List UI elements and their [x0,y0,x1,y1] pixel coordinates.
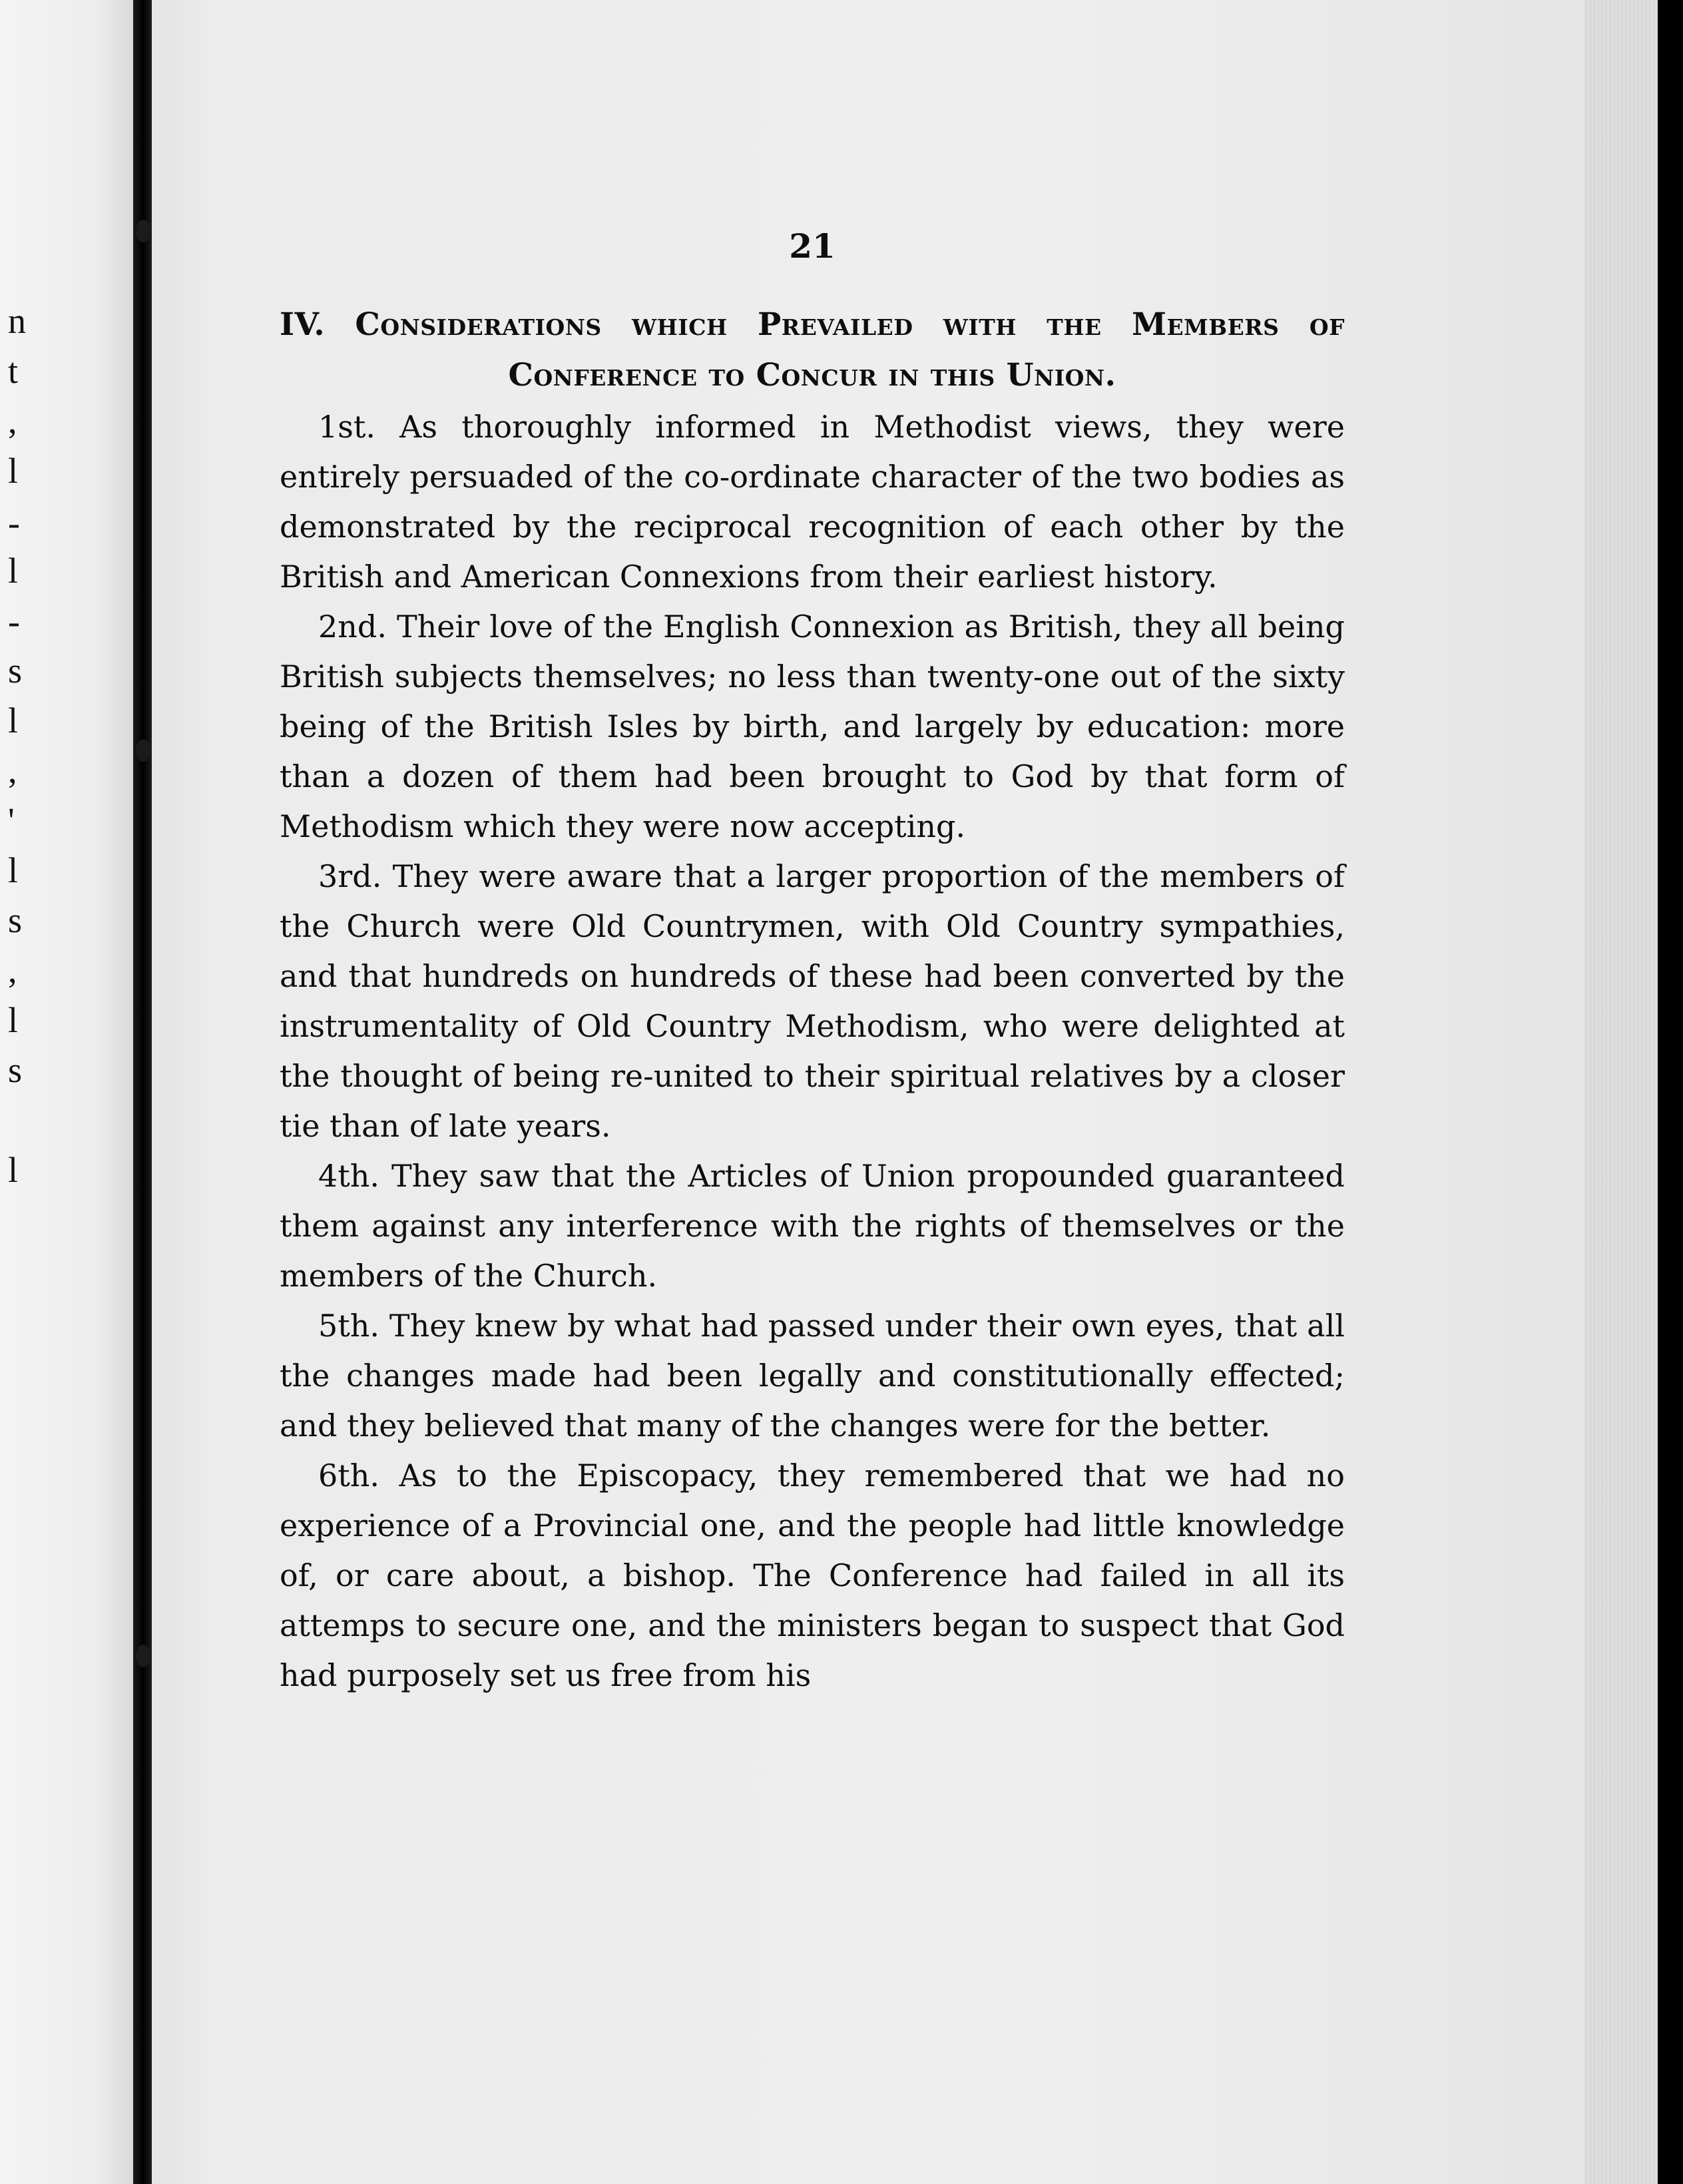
paragraph: 2nd. Their love of the English Connexion as British, they all being British subjects themselves; no less than twenty-one out of the sixty being of the British Isles by birth, and largely by education: more than a dozen of them had been brought to God by that form of Methodism which they were now accepting. [280,609,1345,844]
page-number: 21 [789,226,836,266]
prev-page-char: l [8,700,19,740]
prev-page-char: l [8,451,19,491]
binding-stitch [136,739,150,762]
paragraph: 1st. As thoroughly informed in Methodist views, they were entirely persuaded of the co-ordinate character of the two bodies as demonstrated by the reciprocal recognition of each other by the British and American Connexions from their earliest history. [280,409,1345,595]
prev-page-char: - [8,601,20,641]
paragraph: 4th. They saw that the Articles of Union propounded guaranteed them against any interference with the rights of themselves or the members of the Church. [280,1158,1345,1294]
page-text-block [280,220,1345,1701]
paragraph: 3rd. They were aware that a larger proportion of the members of the Church were Old Countrymen, with Old Country sympathies, and that hundreds on hundreds of these had been converted by the instrumentality of Old Country Methodism, who were delighted at the thought of being re-united to their spiritual relatives by a closer tie than of late years. [280,858,1345,1144]
paragraph: 5th. They knew by what had passed under their own eyes, that all the changes made had been legally and constitutionally effected; and they believed that many of the changes were for the better. [280,1308,1345,1444]
right-shadow [1658,0,1683,2184]
prev-page-char: n [8,301,26,341]
prev-page-char: l [8,551,19,591]
binding-stitch [136,220,150,242]
page-stack-edges [1584,0,1658,2184]
prev-page-char: ' [8,800,15,840]
prev-page-char: , [8,750,17,790]
section-heading: IV. Considerations which Prevailed with the Members of Conference to Concur in this Union. [280,306,1345,394]
prev-page-char: , [8,401,17,441]
prev-page-char: l [8,1000,19,1040]
prev-page-char: s [8,651,23,690]
prev-page-char: , [8,950,17,990]
binding-gutter [133,0,153,2184]
prev-page-char: t [8,351,19,391]
prev-page-char: - [8,503,20,543]
prev-page-char: l [8,850,19,890]
paragraph: 6th. As to the Episcopacy, they remembered that we had no experience of a Provincial one, and the people had little knowledge of, or care about, a bishop. The Conference had failed in all its attemps to secure one, and the ministers began to suspect that God had purposely set us free from his [280,1458,1345,1693]
previous-page-edge [0,0,136,2184]
binding-stitch [136,1645,150,1667]
prev-page-char: s [8,900,23,940]
prev-page-char: s [8,1050,23,1090]
prev-page-char: l [8,1150,19,1190]
